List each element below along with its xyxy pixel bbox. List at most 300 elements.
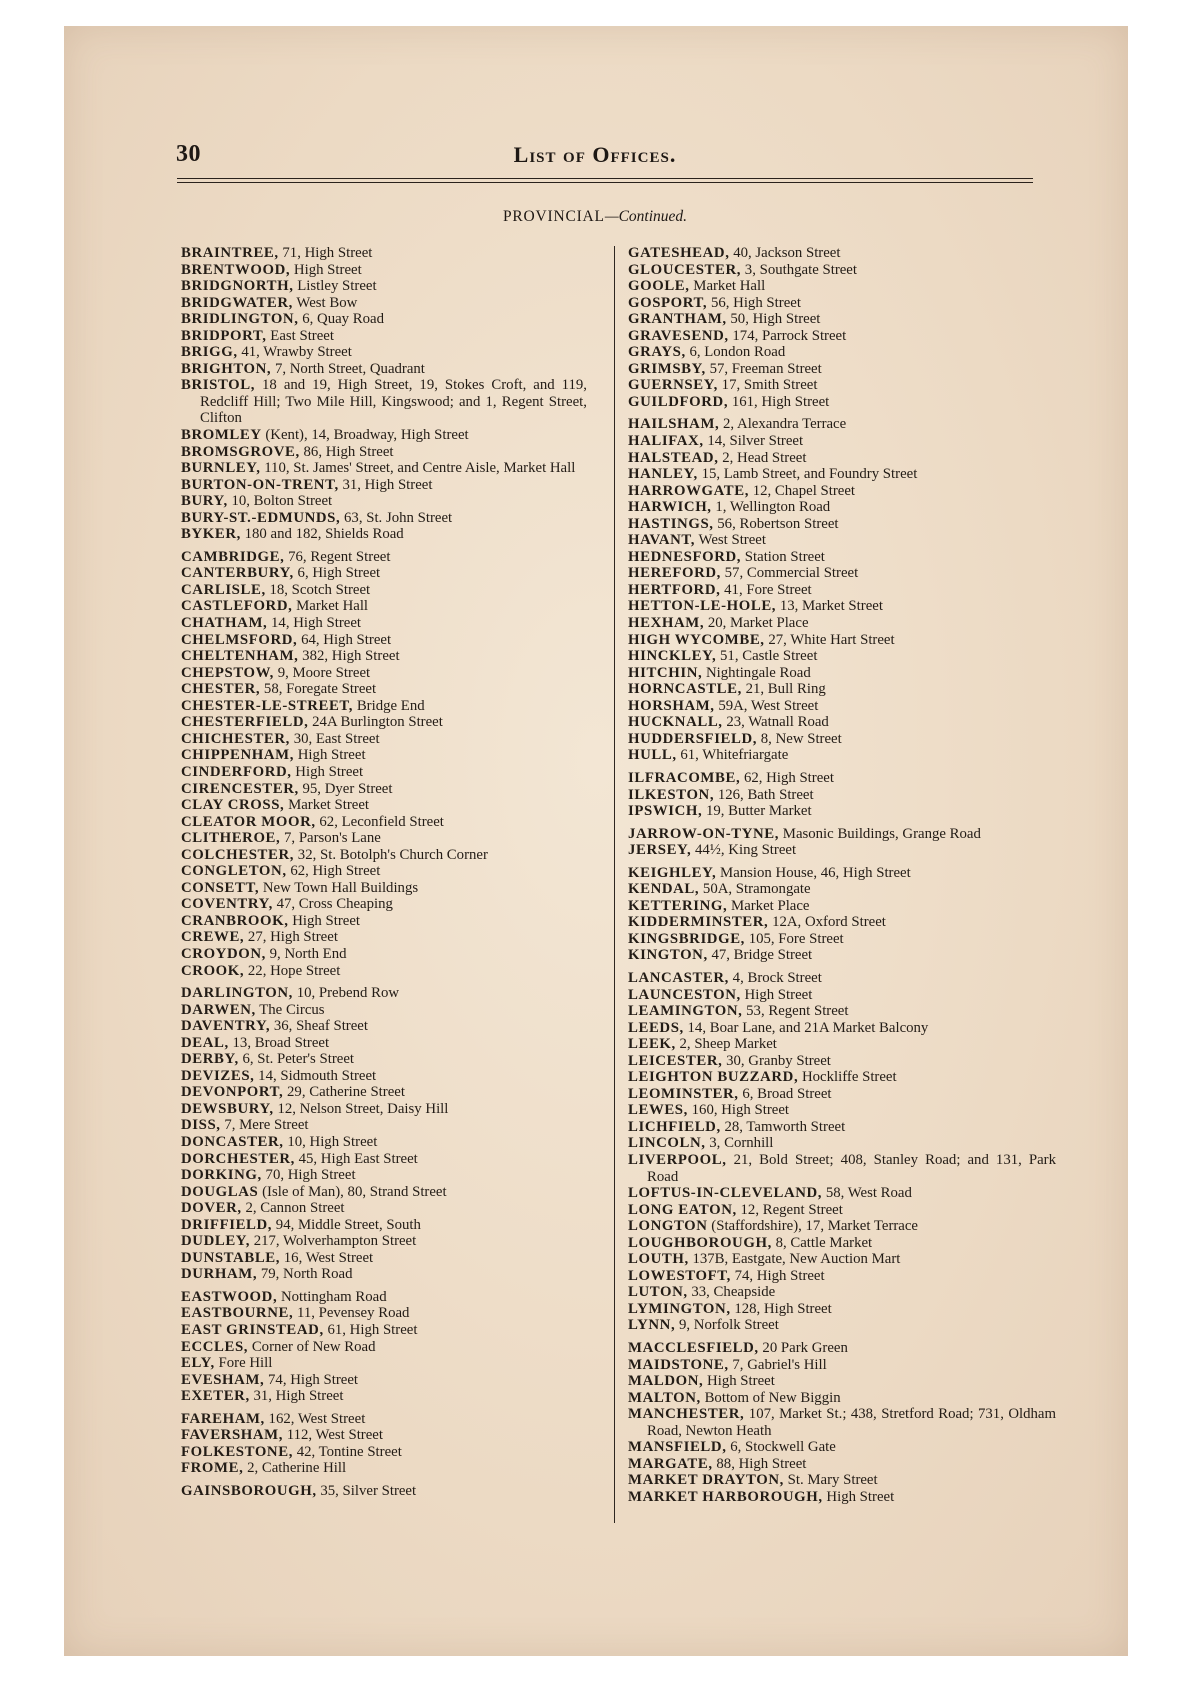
office-address: 14, High Street [271,615,362,632]
town-name: DORKING, [181,1167,262,1184]
town-name: ILFRACOMBE, [628,769,741,786]
office-entry [628,881,1056,898]
office-entry [628,1439,1056,1456]
office-address: 1, Wellington Road [715,499,831,516]
town-name: DARLINGTON, [181,985,293,1002]
town-name: IPSWICH, [628,803,703,820]
town-name: DRIFFIELD, [181,1216,273,1233]
office-entry [181,1250,587,1267]
town-name: DOVER, [181,1200,242,1217]
town-name: CHELTENHAM, [181,648,299,665]
town-name: FAVERSHAM, [181,1427,284,1444]
letter-group [628,416,1056,763]
town-name: CROYDON, [181,945,266,962]
town-name: CHICHESTER, [181,730,290,747]
office-entry [628,516,1056,533]
office-address: High Street [295,763,364,780]
letter-group [628,826,1056,859]
town-name: HUCKNALL, [628,714,723,731]
office-entry [628,1235,1056,1252]
office-address: Hockliffe Street [801,1069,897,1086]
town-name: CROOK, [181,962,245,979]
office-entry [628,245,1056,262]
town-name: LEEDS, [628,1019,684,1036]
office-address: 10, Bolton Street [231,493,333,510]
office-address: Bottom of New Biggin [704,1389,841,1406]
office-address: 58, Foregate Street [263,681,377,698]
town-name: HAILSHAM, [628,416,720,433]
office-entry [628,842,1056,859]
office-address: 4, Brock Street [732,969,822,986]
town-name: MARKET HARBOROUGH, [628,1488,823,1505]
town-name: HIGH WYCOMBE, [628,631,765,648]
office-entry [181,1339,587,1356]
office-entry [181,797,587,814]
office-entry [628,377,1056,394]
office-entry [628,632,1056,649]
office-entry [628,466,1056,483]
office-address: New Town Hall Buildings [262,879,419,896]
office-entry [628,1003,1056,1020]
office-entry [628,311,1056,328]
town-name: LOUTH, [628,1251,689,1268]
office-address: 95, Dyer Street [302,780,393,797]
office-entry [181,847,587,864]
office-address: 6, London Road [689,344,786,361]
office-entry [181,747,587,764]
town-name: CINDERFORD, [181,763,292,780]
office-address: 14, Silver Street [707,433,804,450]
office-address: 94, Middle Street, South [275,1216,421,1233]
office-entry [628,295,1056,312]
office-address: 28, Tamworth Street [724,1118,846,1135]
office-address: 71, High Street [282,245,373,261]
office-address: 128, High Street [734,1300,832,1317]
letter-group [628,1340,1056,1505]
letter-group [628,865,1056,964]
town-name: LEWES, [628,1102,688,1119]
office-address: 18 and 19, High Street, 19, Stokes Croft, and 119, Redcliff Hill; Two Mile Hill, Kingswood; and 1, Regent Street, Clifton [200,377,587,427]
office-address: (Kent), 14, Broadway, High Street [265,427,469,444]
office-address: 7, Mere Street [224,1117,309,1134]
office-entry [181,1167,587,1184]
office-entry [181,1444,587,1461]
town-name: CHATHAM, [181,615,268,632]
town-name: MARKET DRAYTON, [628,1472,784,1489]
column-divider [614,246,615,1523]
office-entry [181,1388,587,1405]
town-name: MARGATE, [628,1455,713,1472]
office-entry [628,582,1056,599]
town-name: DUDLEY, [181,1233,251,1250]
office-entry [181,1068,587,1085]
office-address: 7, Gabriel's Hill [732,1356,827,1373]
left-column [181,245,587,1505]
town-name: GOSPORT, [628,294,708,311]
office-entry [181,1117,587,1134]
office-entry [181,681,587,698]
office-address: 21, Bold Street; 408, Stanley Road; and 131, Park Road [647,1151,1057,1185]
office-entry [181,582,587,599]
office-address: 14, Sidmouth Street [258,1067,377,1084]
office-entry [628,361,1056,378]
office-address: 14, Boar Lane, and 21A Market Balcony [687,1019,929,1036]
office-entry [628,714,1056,731]
page-number: 30 [176,141,201,167]
office-address: 62, Leconfield Street [319,813,444,830]
office-entry [628,1102,1056,1119]
office-address: 3, Cornhill [709,1135,774,1152]
office-entry [181,632,587,649]
town-name: LONG EATON, [628,1201,737,1218]
office-address: 79, North Road [260,1266,353,1283]
office-address: 6, High Street [297,565,381,582]
office-address: 12, Nelson Street, Daisy Hill [277,1100,449,1117]
office-address: 12, Regent Street [740,1201,843,1218]
office-entry [628,1373,1056,1390]
office-entry [628,947,1056,964]
office-entry [628,914,1056,931]
office-address: 17, Smith Street [721,377,818,394]
office-entry [181,1151,587,1168]
town-name: BROMSGROVE, [181,443,300,460]
town-name: BRIGG, [181,344,238,361]
town-name: CONSETT, [181,879,260,896]
office-entry [628,698,1056,715]
town-name: COVENTRY, [181,896,273,913]
office-address: (Isle of Man), 80, Strand Street [262,1183,447,1200]
office-address: 23, Watnall Road [726,714,829,731]
office-address: 40, Jackson Street [733,245,841,261]
office-entry [181,1084,587,1101]
town-name: BRIDLINGTON, [181,311,299,328]
town-name: BURTON-ON-TRENT, [181,476,339,493]
town-name: EXETER, [181,1388,250,1405]
office-address: 32, St. Botolph's Church Corner [297,846,488,863]
section-title: PROVINCIAL [502,208,605,225]
office-entry [628,532,1056,549]
town-name: GRAVESEND, [628,327,729,344]
office-address: 47, Cross Cheaping [276,896,393,913]
town-name: MANSFIELD, [628,1439,727,1456]
office-address: 112, West Street [286,1427,383,1444]
office-address: East Street [270,327,334,344]
office-entry [181,377,587,427]
town-name: CLITHEROE, [181,830,281,847]
town-name: BURY-ST.-EDMUNDS, [181,509,341,526]
office-address: 162, West Street [268,1410,366,1427]
letter-group [181,1289,587,1405]
office-entry [181,781,587,798]
town-name: CONGLETON, [181,863,287,880]
town-name: CHEPSTOW, [181,664,274,681]
office-entry [628,803,1056,820]
office-address: 62, High Street [290,863,381,880]
town-name: HULL, [628,747,677,764]
town-name: ELY, [181,1355,215,1372]
office-entry [628,787,1056,804]
office-entry [181,245,587,262]
town-name: LICHFIELD, [628,1118,721,1135]
town-name: DEVIZES, [181,1067,255,1084]
letter-group [181,985,587,1283]
office-entry [181,262,587,279]
office-address: 50, High Street [730,311,821,328]
office-entry [181,814,587,831]
office-entry [181,477,587,494]
town-name: LEAMINGTON, [628,1003,743,1020]
office-entry [181,615,587,632]
office-entry [181,1460,587,1477]
town-name: CHIPPENHAM, [181,747,295,764]
town-name: DOUGLAS [181,1183,259,1200]
office-entry [181,714,587,731]
town-name: BURNLEY, [181,460,261,477]
office-address: 62, High Street [743,769,834,786]
office-address: 8, New Street [760,730,842,747]
office-address: 382, High Street [302,648,400,665]
office-address: 11, Pevensey Road [296,1305,410,1322]
town-name: LUTON, [628,1284,688,1301]
office-address: 27, White Hart Street [768,631,895,648]
office-address: 64, High Street [301,631,392,648]
office-entry [181,1305,587,1322]
office-address: 44½, King Street [694,842,797,859]
town-name: BRIGHTON, [181,360,272,377]
office-address: 47, Bridge Street [711,947,813,964]
office-address: 57, Freeman Street [709,360,822,377]
letter-group [628,970,1056,1334]
office-entry [181,731,587,748]
office-address: 174, Parrock Street [732,327,847,344]
town-name: DERBY, [181,1051,239,1068]
town-name: CHESTER-LE-STREET, [181,697,354,714]
town-name: LOUGHBOROUGH, [628,1234,772,1251]
office-address: 10, High Street [287,1133,378,1150]
town-name: GRAYS, [628,344,686,361]
office-entry [181,1266,587,1283]
town-name: KEIGHLEY, [628,864,717,881]
town-name: GOOLE, [628,278,690,295]
office-address: 56, Robertson Street [717,515,839,532]
town-name: HETTON-LE-HOLE, [628,598,777,615]
office-address: Listley Street [297,278,377,295]
office-address: 217, Wolverhampton Street [253,1233,417,1250]
office-entry [628,665,1056,682]
office-entry [181,311,587,328]
town-name: DAVENTRY, [181,1018,271,1035]
town-name: BRIDGNORTH, [181,278,294,295]
office-entry [628,549,1056,566]
office-address: 74, High Street [268,1371,359,1388]
town-name: LEICESTER, [628,1052,723,1069]
office-entry [628,328,1056,345]
town-name: BRIDPORT, [181,327,267,344]
town-name: HASTINGS, [628,515,714,532]
town-name: HINCKLEY, [628,648,717,665]
office-address: 2, Alexandra Terrace [723,416,847,433]
office-address: 110, St. James' Street, and Centre Aisle, Market Hall [264,460,576,477]
office-address: 31, High Street [342,476,433,493]
office-address: 50A, Stramongate [702,881,811,898]
town-name: DEVONPORT, [181,1084,284,1101]
town-name: GATESHEAD, [628,245,730,261]
office-address: 41, Wrawby Street [241,344,352,361]
office-address: 20 Park Green [762,1340,848,1356]
office-address: High Street [826,1488,895,1505]
town-name: CASTLEFORD, [181,598,293,615]
town-name: EAST GRINSTEAD, [181,1322,324,1338]
town-name: GRANTHAM, [628,311,727,328]
office-entry [628,1036,1056,1053]
office-address: 8, Cattle Market [775,1234,873,1251]
office-entry [628,747,1056,764]
office-entry [628,433,1056,450]
office-entry [628,262,1056,279]
office-address: 21, Bull Ring [745,681,826,698]
town-name: HALIFAX, [628,433,704,450]
town-name: HERTFORD, [628,581,721,598]
town-name: HEXHAM, [628,615,705,632]
town-name: LOWESTOFT, [628,1267,731,1284]
town-name: DEAL, [181,1034,229,1051]
office-entry [628,416,1056,433]
town-name: HORNCASTLE, [628,681,742,698]
office-entry [181,830,587,847]
office-entry [181,764,587,781]
office-entry [181,963,587,980]
office-entry [628,1202,1056,1219]
office-entry [181,427,587,444]
office-address: 42, Tontine Street [296,1443,402,1460]
town-name: LANCASTER, [628,969,729,986]
office-address: 9, Norfolk Street [678,1317,779,1334]
town-name: LINCOLN, [628,1135,706,1152]
office-entry [628,394,1056,411]
office-entry [628,1357,1056,1374]
town-name: KIDDERMINSTER, [628,914,769,931]
town-name: BRENTWOOD, [181,261,291,278]
office-address: Nightingale Road [705,664,811,681]
office-address: 30, Granby Street [726,1052,831,1069]
office-address: The Circus [259,1001,325,1018]
office-entry [628,648,1056,665]
office-entry [181,985,587,1002]
office-address: (Staffordshire), 17, Market Terrace [711,1218,919,1235]
town-name: EASTWOOD, [181,1288,278,1305]
header-rule [177,178,1033,179]
office-entry [181,1483,587,1500]
office-address: 137B, Eastgate, New Auction Mart [692,1251,901,1268]
town-name: KETTERING, [628,897,728,914]
town-name: ECCLES, [181,1338,249,1355]
office-entry [628,1472,1056,1489]
town-name: MACCLESFIELD, [628,1340,759,1356]
office-entry [628,499,1056,516]
office-entry [628,1301,1056,1318]
office-entry [181,698,587,715]
office-address: Fore Hill [218,1355,273,1372]
office-entry [181,1018,587,1035]
office-address: 61, High Street [327,1322,418,1338]
town-name: DUNSTABLE, [181,1249,281,1266]
office-entry [628,615,1056,632]
town-name: JARROW-ON-TYNE, [628,825,780,842]
office-address: 12A, Oxford Street [772,914,886,931]
letter-group [181,549,587,979]
town-name: CIRENCESTER, [181,780,299,797]
office-entry [181,510,587,527]
office-address: 161, High Street [731,393,830,410]
office-address: High Street [292,912,361,929]
office-address: 7, Parson's Lane [284,830,381,847]
office-entry [628,1340,1056,1357]
town-name: BURY, [181,493,228,510]
office-address: 56, High Street [710,294,801,311]
office-address: 53, Regent Street [746,1003,849,1020]
office-entry [181,565,587,582]
office-entry [628,1390,1056,1407]
town-name: KINGTON, [628,947,708,964]
office-address: 2, Cannon Street [245,1200,345,1217]
town-name: BRISTOL, [181,377,256,394]
office-entry [628,450,1056,467]
office-address: 12, Chapel Street [752,482,856,499]
office-address: West Street [698,532,766,549]
town-name: CLAY CROSS, [181,797,285,814]
office-entry [628,1119,1056,1136]
letter-group [181,1483,587,1500]
section-heading [0,208,1190,226]
office-address: Masonic Buildings, Grange Road [782,825,981,842]
office-entry [181,665,587,682]
town-name: FAREHAM, [181,1410,265,1427]
office-address: Market Hall [693,278,766,295]
office-address: 2, Catherine Hill [247,1460,347,1477]
office-entry [628,565,1056,582]
office-entry [181,1002,587,1019]
town-name: GRIMSBY, [628,360,706,377]
town-name: HALSTEAD, [628,449,719,466]
office-entry [628,598,1056,615]
header-rule-thin [177,182,1033,183]
office-address: 6, St. Peter's Street [242,1051,355,1068]
office-entry [181,896,587,913]
office-address: 20, Market Place [707,615,809,632]
office-address: 58, West Road [825,1185,912,1202]
office-entry [628,1317,1056,1334]
office-address: 70, High Street [265,1167,356,1184]
town-name: LOFTUS-IN-CLEVELAND, [628,1185,823,1202]
town-name: CHESTER, [181,681,261,698]
town-name: CANTERBURY, [181,565,294,582]
office-address: 160, High Street [691,1102,790,1119]
town-name: HITCHIN, [628,664,703,681]
office-address: 35, Silver Street [320,1482,417,1499]
office-entry [181,344,587,361]
office-entry [628,1251,1056,1268]
office-address: Mansion House, 46, High Street [720,864,911,881]
office-entry [628,1406,1056,1439]
town-name: LEIGHTON BUZZARD, [628,1069,799,1086]
office-entry [181,1411,587,1428]
right-column [628,245,1056,1511]
town-name: GUILDFORD, [628,393,729,410]
town-name: COLCHESTER, [181,846,295,863]
office-entry [181,1200,587,1217]
town-name: BROMLEY [181,427,262,444]
town-name: LAUNCESTON, [628,986,741,1003]
